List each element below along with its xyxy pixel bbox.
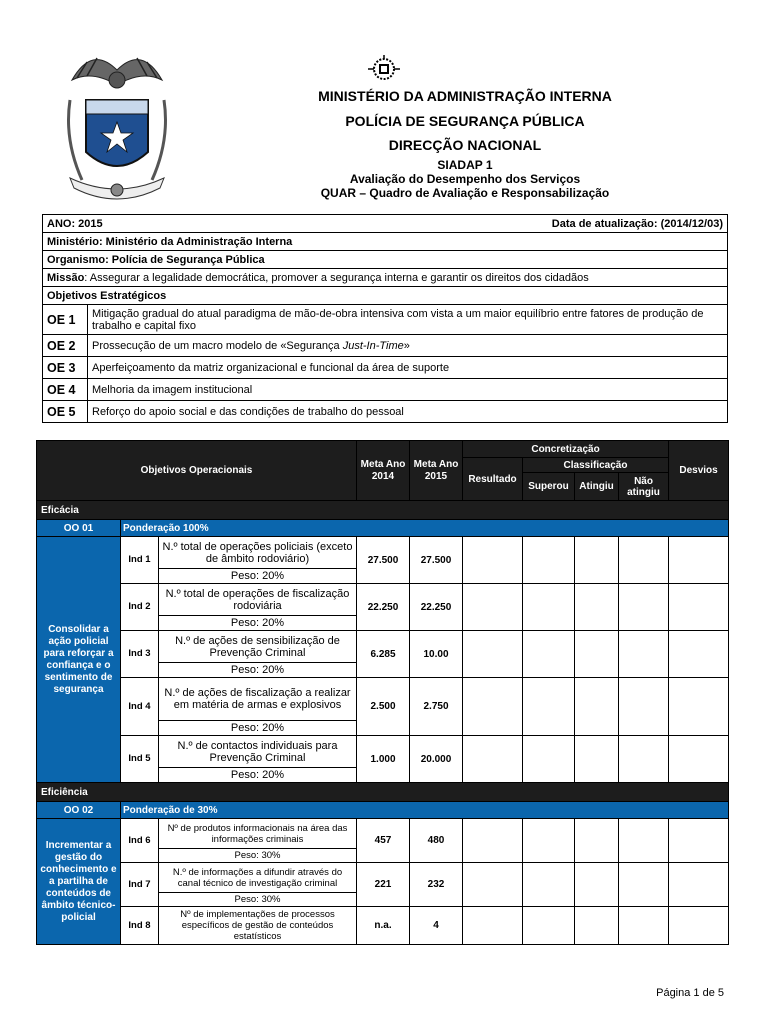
header-meta-2014: Meta Ano 2014 bbox=[357, 441, 410, 501]
oe-code: OE 3 bbox=[43, 357, 88, 379]
objectives-table bbox=[36, 440, 729, 945]
police-title: POLÍCIA DE SEGURANÇA PÚBLICA bbox=[345, 113, 585, 129]
header-superou: Superou bbox=[523, 473, 575, 501]
indicator-name: N.º total de operações policiais (exceto de âmbito rodoviário) bbox=[159, 537, 357, 569]
oe-text: Reforço do apoio social e das condições de trabalho do pessoal bbox=[88, 401, 728, 423]
meta-2014-value: 6.285 bbox=[357, 631, 410, 678]
objective-cell: Incrementar a gestão do conhecimento e a partilha de conteúdos de âmbito técnico-policial bbox=[37, 819, 121, 945]
oe-text: Prossecução de um macro modelo de «Segurança Just-In-Time» bbox=[88, 335, 728, 357]
meta-2014-value: 2.500 bbox=[357, 678, 410, 736]
objective-cell: Consolidar a ação policial para reforçar a confiança e o sentimento de segurança bbox=[37, 537, 121, 783]
indicator-weight: Peso: 20% bbox=[159, 663, 357, 678]
oo-weight: Ponderação 100% bbox=[121, 520, 729, 537]
meta-2014-value: 221 bbox=[357, 863, 410, 907]
indicator-code: Ind 6 bbox=[121, 819, 159, 863]
oe-text: Aperfeiçoamento da matriz organizacional e funcional da área de suporte bbox=[88, 357, 728, 379]
republic-emblem-icon bbox=[366, 55, 402, 81]
evaluation-subtitle: Avaliação do Desempenho dos Serviços bbox=[349, 172, 581, 186]
meta-2014-value: 1.000 bbox=[357, 736, 410, 783]
header-nao-atingiu: Não atingiu bbox=[619, 473, 669, 501]
meta-2014-value: 27.500 bbox=[357, 537, 410, 584]
mission-label: Missão bbox=[47, 271, 85, 284]
direction-title: DIRECÇÃO NACIONAL bbox=[388, 137, 542, 153]
siadap-title: SIADAP 1 bbox=[437, 158, 493, 172]
indicator-weight: Peso: 20% bbox=[159, 721, 357, 736]
year-row bbox=[43, 215, 728, 233]
indicator-name: N.º de contactos individuais para Prevenção Criminal bbox=[159, 736, 357, 768]
indicator-name: Nº de produtos informacionais na área das informações criminais bbox=[159, 819, 357, 849]
meta-2015-value: 480 bbox=[410, 819, 463, 863]
indicator-weight: Peso: 30% bbox=[159, 849, 357, 863]
psp-crest-icon bbox=[62, 40, 172, 210]
meta-2014-value: 22.250 bbox=[357, 584, 410, 631]
indicator-name: Nº de implementações de processos específicos de gestão de conteúdos estatísticos bbox=[159, 907, 357, 945]
header-meta-2015: Meta Ano 2015 bbox=[410, 441, 463, 501]
meta-2015-value: 27.500 bbox=[410, 537, 463, 584]
oo-code: OO 02 bbox=[37, 802, 121, 819]
indicator-code: Ind 3 bbox=[121, 631, 159, 678]
meta-2014-value: n.a. bbox=[357, 907, 410, 945]
header-concretizacao: Concretização bbox=[463, 441, 669, 458]
header-desvios: Desvios bbox=[669, 441, 729, 501]
info-table bbox=[42, 214, 728, 423]
indicator-weight: Peso: 20% bbox=[159, 768, 357, 783]
indicator-code: Ind 2 bbox=[121, 584, 159, 631]
indicator-code: Ind 5 bbox=[121, 736, 159, 783]
mission-row bbox=[43, 269, 728, 287]
ministry-row: Ministério: Ministério da Administração Interna bbox=[43, 233, 728, 251]
oo-weight: Ponderação de 30% bbox=[121, 802, 729, 819]
oe-code: OE 5 bbox=[43, 401, 88, 423]
indicator-code: Ind 7 bbox=[121, 863, 159, 907]
meta-2015-value: 10.00 bbox=[410, 631, 463, 678]
indicator-weight: Peso: 30% bbox=[159, 893, 357, 907]
indicator-code: Ind 1 bbox=[121, 537, 159, 584]
header-classificacao: Classificação bbox=[523, 458, 669, 473]
indicator-weight: Peso: 20% bbox=[159, 616, 357, 631]
oe-code: OE 2 bbox=[43, 335, 88, 357]
oo-code: OO 01 bbox=[37, 520, 121, 537]
update-date: Data de atualização: (2014/12/03) bbox=[551, 217, 723, 230]
oe-code: OE 1 bbox=[43, 305, 88, 335]
indicator-code: Ind 8 bbox=[121, 907, 159, 945]
page-number: Página 1 de 5 bbox=[656, 987, 724, 999]
organism-row: Organismo: Polícia de Segurança Pública bbox=[43, 251, 728, 269]
meta-2015-value: 4 bbox=[410, 907, 463, 945]
header-resultado: Resultado bbox=[463, 458, 523, 501]
meta-2014-value: 457 bbox=[357, 819, 410, 863]
eficiencia-band: Eficiência bbox=[37, 783, 729, 802]
meta-2015-value: 2.750 bbox=[410, 678, 463, 736]
eficacia-band: Eficácia bbox=[37, 501, 729, 520]
ministry-title: MINISTÉRIO DA ADMINISTRAÇÃO INTERNA bbox=[318, 88, 612, 104]
mission-text: : Assegurar a legalidade democrática, promover a segurança interna e garantir os direitos dos cidadãos bbox=[84, 271, 589, 284]
meta-2015-value: 232 bbox=[410, 863, 463, 907]
indicator-name: N.º total de operações de fiscalização rodoviária bbox=[159, 584, 357, 616]
indicator-weight: Peso: 20% bbox=[159, 569, 357, 584]
header-objectives: Objetivos Operacionais bbox=[37, 441, 357, 501]
quar-subtitle: QUAR – Quadro de Avaliação e Responsabilização bbox=[320, 186, 610, 200]
oe-code: OE 4 bbox=[43, 379, 88, 401]
year-label: ANO: 2015 bbox=[47, 217, 103, 230]
indicator-name: N.º de informações a difundir através do canal técnico de investigação criminal bbox=[159, 863, 357, 893]
oe-text: Mitigação gradual do atual paradigma de mão-de-obra intensiva com vista a um maior equilíbrio entre fatores de produção de trabalho e capital fixo bbox=[88, 305, 728, 335]
indicator-name: N.º de ações de fiscalização a realizar em matéria de armas e explosivos bbox=[159, 678, 357, 721]
meta-2015-value: 20.000 bbox=[410, 736, 463, 783]
indicator-name: N.º de ações de sensibilização de Prevenção Criminal bbox=[159, 631, 357, 663]
meta-2015-value: 22.250 bbox=[410, 584, 463, 631]
indicator-code: Ind 4 bbox=[121, 678, 159, 736]
strategic-label: Objetivos Estratégicos bbox=[43, 287, 728, 305]
oe-text: Melhoria da imagem institucional bbox=[88, 379, 728, 401]
header-atingiu: Atingiu bbox=[575, 473, 619, 501]
